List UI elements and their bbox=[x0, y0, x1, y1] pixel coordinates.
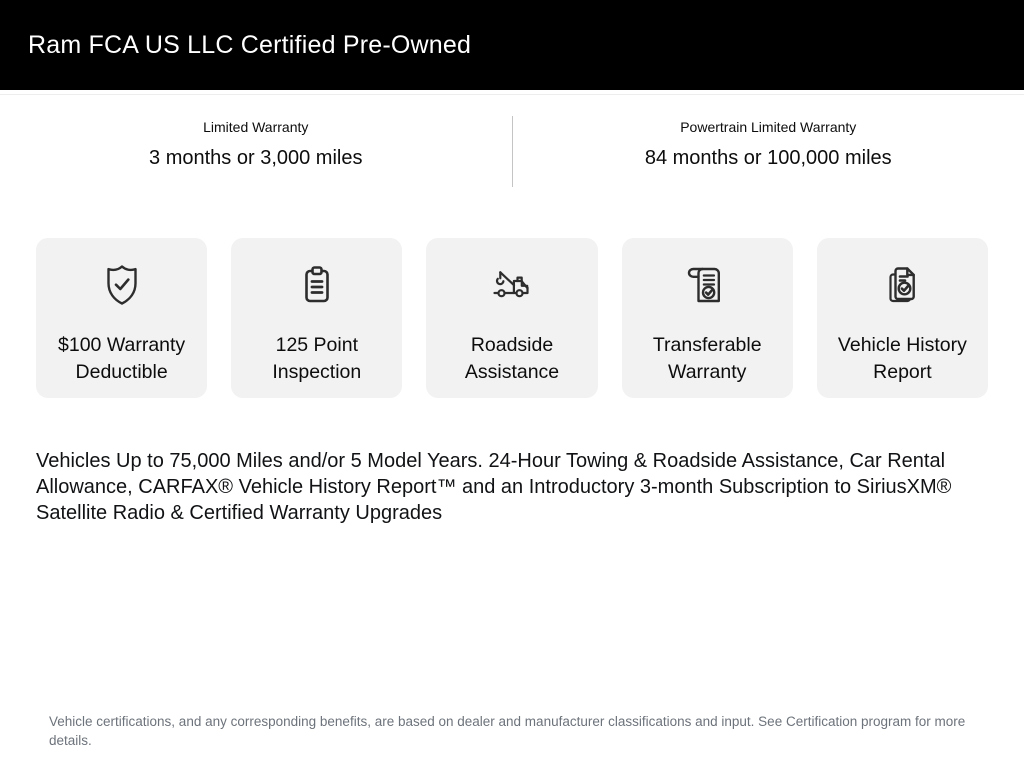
card-transferable-warranty bbox=[622, 238, 793, 398]
benefit-cards bbox=[36, 238, 988, 398]
history-report-icon bbox=[878, 261, 926, 309]
limited-warranty-value: 3 months or 3,000 miles bbox=[149, 147, 363, 169]
certification-disclaimer: Vehicle certifications, and any corresponding benefits, are based on dealer and manufacturer classifications and input. See Certification program for more details. bbox=[49, 714, 966, 748]
tow-truck-icon bbox=[488, 261, 536, 309]
clipboard-checklist-icon bbox=[293, 261, 341, 309]
card-vehicle-history bbox=[817, 238, 988, 398]
card-label: 125 Point Inspection bbox=[272, 334, 362, 383]
card-label: Roadside Assistance bbox=[464, 334, 560, 383]
card-point-inspection bbox=[231, 238, 402, 398]
header-divider bbox=[0, 90, 1024, 95]
powertrain-warranty-label: Powertrain Limited Warranty bbox=[680, 119, 857, 135]
card-label: $100 Warranty Deductible bbox=[58, 334, 186, 383]
card-label: Transferable Warranty bbox=[652, 334, 762, 383]
powertrain-warranty-summary bbox=[513, 116, 1024, 187]
warranty-summary bbox=[0, 116, 1024, 187]
shield-check-icon bbox=[98, 261, 146, 309]
limited-warranty-summary bbox=[0, 116, 512, 187]
card-roadside-assistance bbox=[426, 238, 597, 398]
warranty-certificate-icon bbox=[683, 261, 731, 309]
page-title: Ram FCA US LLC Certified Pre-Owned bbox=[28, 30, 472, 59]
certification-header bbox=[0, 0, 1024, 90]
program-description: Vehicles Up to 75,000 Miles and/or 5 Model Years. 24-Hour Towing & Roadside Assistance, Car Rental Allowance, CARFAX® Vehicle History Report™ and an Introductory 3-month Subscription to SiriusXM® Satellite Radio & Certified Warranty Upgrades bbox=[36, 450, 952, 524]
card-warranty-deductible bbox=[36, 238, 207, 398]
limited-warranty-label: Limited Warranty bbox=[203, 119, 309, 135]
powertrain-warranty-value: 84 months or 100,000 miles bbox=[644, 147, 892, 169]
card-label: Vehicle History Report bbox=[837, 334, 967, 383]
